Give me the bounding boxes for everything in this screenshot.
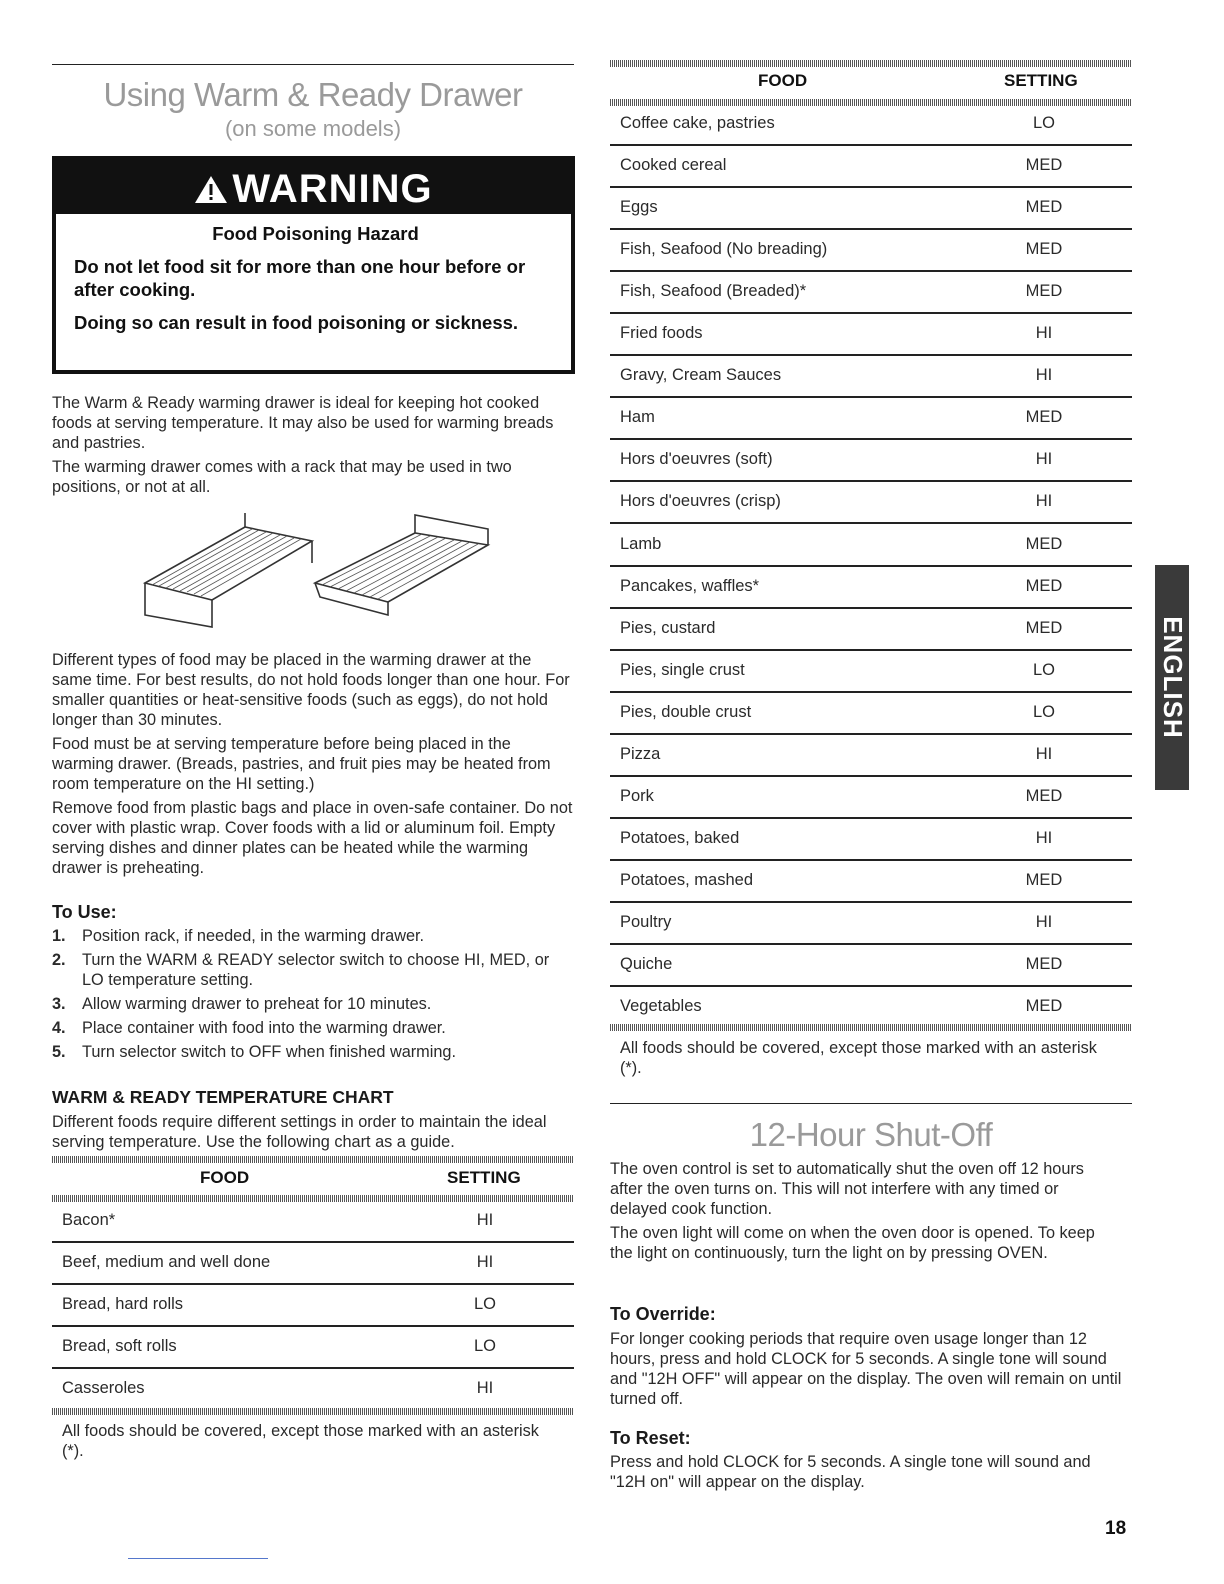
food-cell: Ham	[620, 408, 655, 427]
setting-cell: LO	[1032, 660, 1055, 679]
table-row	[610, 450, 1132, 492]
page-number: 18	[1105, 1518, 1127, 1539]
setting-cell: MED	[1025, 240, 1063, 259]
shutoff-p2: The oven light will come on when the oven door is opened. To keep the light on continuously, turn the light on by pressing OVEN.	[610, 1224, 1095, 1262]
setting-cell: HI	[1035, 324, 1053, 343]
row-divider	[610, 649, 1132, 651]
intro-p1: The Warm & Ready warming drawer is ideal for keeping hot cooked foods at serving temperature. It may also be used for warming breads and pastries.	[52, 394, 554, 452]
table-row	[610, 619, 1132, 661]
rack-illustration	[130, 505, 500, 635]
setting-cell: MED	[1025, 997, 1063, 1016]
setting-column-header: SETTING	[1004, 71, 1078, 90]
step-number: 2.	[52, 951, 66, 969]
row-divider	[610, 859, 1132, 861]
step-text: Turn selector switch to OFF when finished warming.	[82, 1043, 456, 1061]
setting-cell: MED	[1025, 576, 1063, 595]
language-tab-label: ENGLISH	[1157, 616, 1188, 739]
food-cell: Pies, double crust	[620, 702, 752, 721]
warning-header-text: WARNING	[232, 167, 433, 211]
food-cell: Cooked cereal	[620, 156, 727, 175]
food-paragraphs	[52, 650, 574, 882]
food-cell: Eggs	[620, 198, 658, 217]
language-tab	[1155, 565, 1189, 790]
table-row	[610, 829, 1132, 871]
right-table-header-hatch	[610, 99, 1132, 106]
row-divider	[52, 1241, 574, 1243]
table-bottom-hatch	[52, 1408, 574, 1415]
step-text: Place container with food into the warming drawer.	[82, 1019, 446, 1037]
step-text: Allow warming drawer to preheat for 10 minutes.	[82, 995, 432, 1013]
row-divider	[610, 270, 1132, 272]
row-divider	[610, 733, 1132, 735]
table-row	[610, 577, 1132, 619]
step-number: 5.	[52, 1043, 66, 1061]
table-row	[610, 871, 1132, 913]
setting-cell: HI	[1035, 912, 1053, 931]
chart-heading: WARM & READY TEMPERATURE CHART	[52, 1087, 394, 1107]
food-cell: Bacon*	[62, 1211, 116, 1229]
table-row	[610, 408, 1132, 450]
table-row	[52, 1337, 574, 1379]
step-text: Position rack, if needed, in the warming drawer.	[82, 927, 425, 945]
food-column-header: FOOD	[200, 1168, 250, 1187]
setting-cell: HI	[1035, 828, 1053, 847]
setting-cell: MED	[1025, 282, 1063, 301]
shutoff-p1: The oven control is set to automatically shut the oven off 12 hours after the oven turns on. This will not interfere with any timed or delayed cook function.	[610, 1160, 1084, 1218]
row-divider	[52, 1325, 574, 1327]
table-row	[52, 1211, 574, 1253]
setting-cell: LO	[1032, 702, 1055, 721]
shutoff-title: 12-Hour Shut-Off	[749, 1116, 993, 1153]
row-divider	[610, 438, 1132, 440]
food-p5: Remove food from plastic bags and place in oven-safe container. Do not cover with plastic wrap. Cover foods with a lid or aluminum foil. Empty serving dishes and dinner plates can be heated while the warming drawer is preheating.	[52, 799, 573, 877]
food-column-header: FOOD	[758, 71, 808, 90]
food-cell: Poultry	[620, 912, 672, 931]
reset-text: Press and hold CLOCK for 5 seconds. A single tone will sound and "12H on" will appear on the display.	[610, 1453, 1091, 1491]
to-use-heading: To Use:	[52, 902, 117, 922]
food-cell: Casseroles	[62, 1379, 145, 1397]
step-item	[52, 1018, 574, 1038]
step-item	[52, 950, 574, 990]
warning-hazard: Food Poisoning Hazard	[212, 223, 419, 244]
food-cell: Pies, single crust	[620, 660, 745, 679]
food-cell: Pork	[620, 786, 654, 805]
setting-cell: HI	[1035, 492, 1053, 511]
row-divider	[610, 691, 1132, 693]
table-row	[610, 114, 1132, 156]
setting-cell: MED	[1025, 870, 1063, 889]
override-text: For longer cooking periods that require oven usage longer than 12 hours, press and hold CLOCK for 5 seconds. A single tone will sound and "12H OFF" will appear on the display. The oven will remain on until turned off.	[610, 1330, 1122, 1408]
chart-intro: Different foods require different settings in order to maintain the ideal serving temperature. Use the following chart as a guide.	[52, 1113, 547, 1151]
row-divider	[610, 312, 1132, 314]
rack-positions-icon	[130, 505, 500, 635]
table-row	[52, 1253, 574, 1295]
row-divider	[610, 565, 1132, 567]
food-cell: Coffee cake, pastries	[620, 114, 775, 132]
food-cell: Vegetables	[620, 997, 702, 1016]
food-cell: Bread, soft rolls	[62, 1337, 177, 1355]
left-table-note: All foods should be covered, except those marked with an asterisk (*).	[62, 1422, 539, 1460]
step-item	[52, 994, 574, 1014]
top-rule-left	[52, 64, 574, 65]
table-row	[610, 955, 1132, 997]
table-header-hatch	[52, 1195, 574, 1202]
step-item	[52, 926, 574, 946]
setting-cell: MED	[1025, 156, 1063, 175]
row-divider	[610, 943, 1132, 945]
warning-header	[56, 160, 571, 214]
food-cell: Beef, medium and well done	[62, 1253, 271, 1271]
setting-cell: MED	[1025, 955, 1063, 973]
row-divider	[610, 480, 1132, 482]
table-row	[610, 324, 1132, 366]
right-table-bottom-hatch	[610, 1024, 1132, 1031]
row-divider	[610, 354, 1132, 356]
step-number: 1.	[52, 927, 66, 945]
setting-cell: HI	[1035, 366, 1053, 385]
table-row	[610, 745, 1132, 787]
intro-paragraphs	[52, 393, 574, 501]
table-top-hatch	[52, 1156, 574, 1163]
food-cell: Lamb	[620, 534, 662, 553]
food-cell: Fish, Seafood (No breading)	[620, 240, 828, 259]
shutoff-paragraphs	[610, 1159, 1120, 1267]
setting-cell: LO	[473, 1295, 496, 1313]
row-divider	[610, 228, 1132, 230]
override-heading: To Override:	[610, 1304, 716, 1324]
food-cell: Hors d'oeuvres (soft)	[620, 450, 773, 469]
row-divider	[610, 522, 1132, 524]
table-row	[610, 661, 1132, 703]
row-divider	[610, 186, 1132, 188]
row-divider	[52, 1367, 574, 1369]
table-row	[610, 240, 1132, 282]
step-item	[52, 1042, 574, 1062]
setting-cell: MED	[1025, 534, 1063, 553]
page-subtitle: (on some models)	[224, 116, 402, 141]
table-row	[52, 1295, 574, 1337]
right-table-note: All foods should be covered, except those marked with an asterisk (*).	[620, 1039, 1097, 1077]
warning-line-2: Doing so can result in food poisoning or sickness.	[74, 312, 519, 333]
warning-triangle-icon	[194, 162, 228, 220]
left-table-header	[52, 1168, 574, 1190]
table-row	[610, 156, 1132, 198]
row-divider	[52, 1283, 574, 1285]
food-cell: Pizza	[620, 744, 661, 763]
row-divider	[610, 985, 1132, 987]
setting-cell: MED	[1025, 786, 1063, 805]
setting-cell: HI	[476, 1253, 494, 1271]
right-table-top-hatch	[610, 60, 1132, 67]
table-row	[610, 787, 1132, 829]
intro-p2: The warming drawer comes with a rack that may be used in two positions, or not at all.	[52, 458, 512, 496]
warning-box	[52, 156, 575, 374]
food-cell: Hors d'oeuvres (crisp)	[620, 492, 781, 511]
setting-column-header: SETTING	[447, 1168, 521, 1187]
table-row	[610, 703, 1132, 745]
setting-cell: MED	[1025, 408, 1063, 427]
food-cell: Potatoes, mashed	[620, 870, 753, 889]
row-divider	[610, 901, 1132, 903]
table-row	[610, 492, 1132, 534]
table-row	[610, 913, 1132, 955]
setting-cell: HI	[1035, 744, 1053, 763]
table-row	[610, 198, 1132, 240]
step-text: Turn the WARM & READY selector switch to choose HI, MED, or LO temperature setting.	[82, 951, 550, 989]
step-number: 4.	[52, 1019, 66, 1037]
food-p3: Different types of food may be placed in the warming drawer at the same time. For best results, do not hold foods longer than one hour. For smaller quantities or heat-sensitive foods (such as eggs), do not hold longer than 30 minutes.	[52, 651, 570, 729]
setting-cell: LO	[1032, 114, 1055, 132]
table-row	[610, 535, 1132, 577]
setting-cell: LO	[473, 1337, 496, 1355]
food-p4: Food must be at serving temperature before being placed in the warming drawer. (Breads, pastries, and fruit pies may be heated from room temperature on the HI setting.)	[52, 735, 551, 793]
food-cell: Pies, custard	[620, 618, 716, 637]
setting-cell: HI	[1035, 450, 1053, 469]
step-number: 3.	[52, 995, 66, 1013]
shutoff-rule	[610, 1103, 1132, 1104]
food-cell: Quiche	[620, 955, 673, 973]
food-cell: Bread, hard rolls	[62, 1295, 184, 1313]
table-row	[610, 997, 1132, 1039]
food-cell: Fried foods	[620, 324, 703, 343]
setting-cell: HI	[476, 1211, 494, 1229]
food-cell: Fish, Seafood (Breaded)*	[620, 282, 807, 301]
food-cell: Pancakes, waffles*	[620, 576, 760, 595]
row-divider	[610, 817, 1132, 819]
to-use-steps	[52, 926, 574, 1066]
setting-cell: HI	[476, 1379, 494, 1397]
table-row	[610, 366, 1132, 408]
page-title: Using Warm & Ready Drawer	[103, 76, 523, 113]
footer-link-underline	[128, 1558, 268, 1559]
row-divider	[610, 144, 1132, 146]
food-cell: Gravy, Cream Sauces	[620, 366, 782, 385]
food-cell: Potatoes, baked	[620, 828, 740, 847]
right-table-header	[610, 71, 1132, 93]
warning-line-1: Do not let food sit for more than one hour before or after cooking.	[74, 256, 526, 300]
setting-cell: MED	[1025, 618, 1063, 637]
table-row	[610, 282, 1132, 324]
row-divider	[610, 775, 1132, 777]
row-divider	[610, 607, 1132, 609]
row-divider	[610, 396, 1132, 398]
reset-heading: To Reset:	[610, 1428, 691, 1448]
setting-cell: MED	[1025, 198, 1063, 217]
